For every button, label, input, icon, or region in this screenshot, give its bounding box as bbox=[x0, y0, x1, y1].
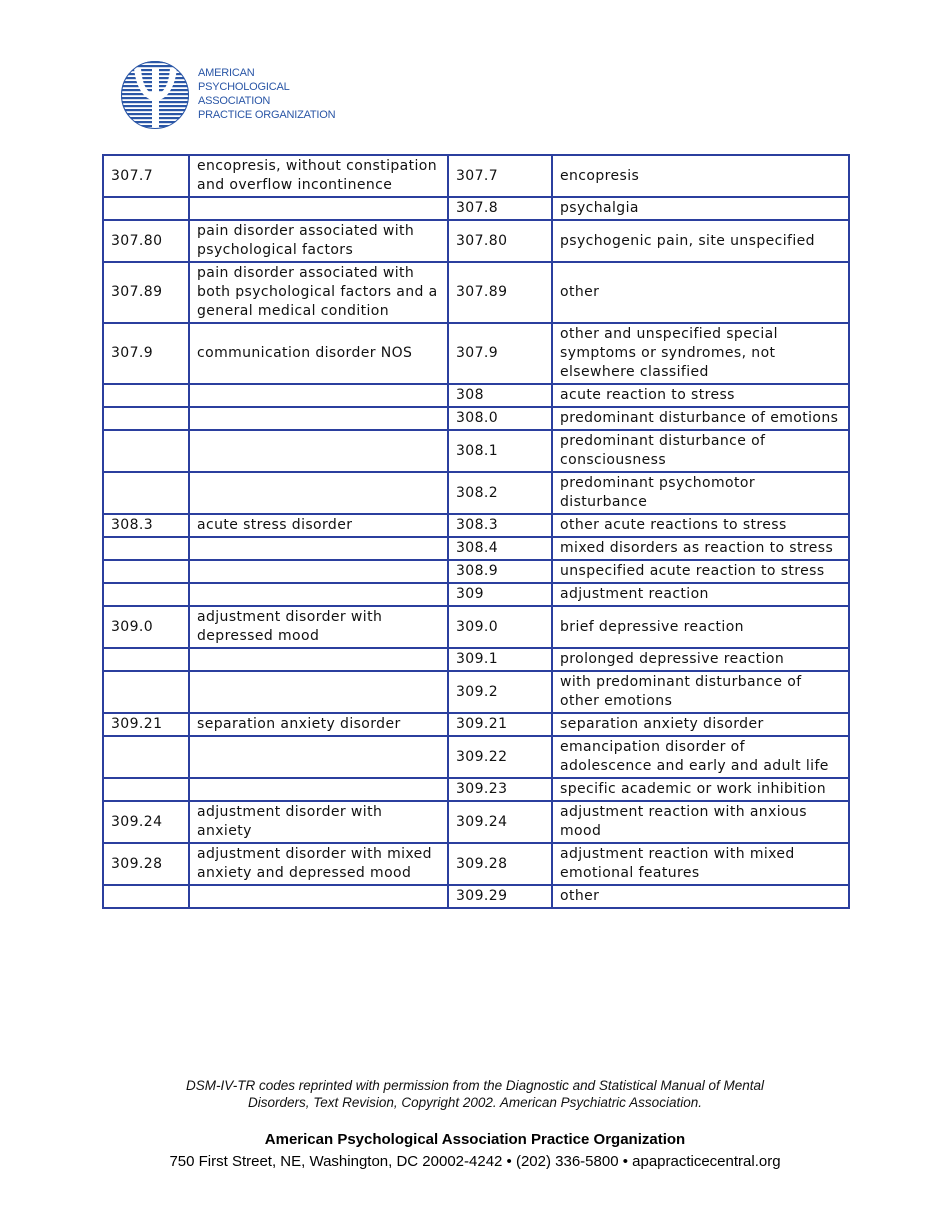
diagnostic-codes-table bbox=[102, 154, 850, 909]
icd-code-cell: 309.29 bbox=[448, 885, 552, 908]
icd-description-cell: adjustment reaction with mixed emotional features bbox=[552, 843, 849, 885]
dsm-description-cell: pain disorder associated with psychological factors bbox=[189, 220, 448, 262]
dsm-description-cell bbox=[189, 407, 448, 430]
icd-description-cell: adjustment reaction with anxious mood bbox=[552, 801, 849, 843]
dsm-description-cell: encopresis, without constipation and overflow incontinence bbox=[189, 155, 448, 197]
dsm-description-cell bbox=[189, 583, 448, 606]
table-row bbox=[103, 407, 849, 430]
icd-description-cell: psychogenic pain, site unspecified bbox=[552, 220, 849, 262]
icd-code-cell: 307.80 bbox=[448, 220, 552, 262]
icd-description-cell: other bbox=[552, 262, 849, 323]
icd-description-cell: adjustment reaction bbox=[552, 583, 849, 606]
icd-description-cell: acute reaction to stress bbox=[552, 384, 849, 407]
icd-code-cell: 308 bbox=[448, 384, 552, 407]
dsm-description-cell bbox=[189, 736, 448, 778]
footer-address: 750 First Street, NE, Washington, DC 20002-4242 • (202) 336-5800 • apapracticecentral.org bbox=[169, 1153, 781, 1170]
icd-description-cell: brief depressive reaction bbox=[552, 606, 849, 648]
dsm-description-cell bbox=[189, 384, 448, 407]
icd-description-cell: with predominant disturbance of other emotions bbox=[552, 671, 849, 713]
dsm-code-cell bbox=[103, 583, 189, 606]
table-row bbox=[103, 262, 849, 323]
table-row bbox=[103, 472, 849, 514]
logo-line-4: PRACTICE ORGANIZATION bbox=[198, 109, 336, 121]
table-row bbox=[103, 514, 849, 537]
dsm-description-cell bbox=[189, 560, 448, 583]
icd-description-cell: mixed disorders as reaction to stress bbox=[552, 537, 849, 560]
dsm-code-cell bbox=[103, 472, 189, 514]
icd-description-cell: emancipation disorder of adolescence and early and adult life bbox=[552, 736, 849, 778]
footer-org-name: American Psychological Association Practice Organization bbox=[264, 1131, 686, 1148]
dsm-code-cell: 307.9 bbox=[103, 323, 189, 384]
dsm-code-cell: 307.89 bbox=[103, 262, 189, 323]
dsm-description-cell: communication disorder NOS bbox=[189, 323, 448, 384]
icd-description-cell: separation anxiety disorder bbox=[552, 713, 849, 736]
dsm-code-cell: 309.24 bbox=[103, 801, 189, 843]
table-row bbox=[103, 885, 849, 908]
dsm-code-cell: 307.80 bbox=[103, 220, 189, 262]
icd-description-cell: other and unspecified special symptoms or syndromes, not elsewhere classified bbox=[552, 323, 849, 384]
icd-code-cell: 309 bbox=[448, 583, 552, 606]
table-row bbox=[103, 430, 849, 472]
icd-code-cell: 308.0 bbox=[448, 407, 552, 430]
dsm-description-cell bbox=[189, 778, 448, 801]
table-row bbox=[103, 155, 849, 197]
table-row bbox=[103, 583, 849, 606]
icd-code-cell: 308.2 bbox=[448, 472, 552, 514]
logo-line-3: ASSOCIATION bbox=[198, 95, 271, 107]
icd-code-cell: 309.24 bbox=[448, 801, 552, 843]
icd-code-cell: 309.28 bbox=[448, 843, 552, 885]
logo-wordmark bbox=[198, 66, 335, 122]
icd-description-cell: psychalgia bbox=[552, 197, 849, 220]
dsm-code-cell bbox=[103, 197, 189, 220]
caption-line-2: Disorders, Text Revision, Copyright 2002. American Psychiatric Association. bbox=[248, 1095, 702, 1110]
icd-description-cell: specific academic or work inhibition bbox=[552, 778, 849, 801]
table-row bbox=[103, 606, 849, 648]
dsm-description-cell: adjustment disorder with mixed anxiety and depressed mood bbox=[189, 843, 448, 885]
icd-code-cell: 307.7 bbox=[448, 155, 552, 197]
table-row bbox=[103, 197, 849, 220]
dsm-code-cell bbox=[103, 671, 189, 713]
table-row bbox=[103, 220, 849, 262]
icd-code-cell: 309.21 bbox=[448, 713, 552, 736]
icd-code-cell: 308.9 bbox=[448, 560, 552, 583]
table-row bbox=[103, 537, 849, 560]
dsm-code-cell bbox=[103, 537, 189, 560]
dsm-description-cell: pain disorder associated with both psychological factors and a general medical condition bbox=[189, 262, 448, 323]
dsm-code-cell: 308.3 bbox=[103, 514, 189, 537]
dsm-description-cell bbox=[189, 671, 448, 713]
dsm-description-cell: adjustment disorder with anxiety bbox=[189, 801, 448, 843]
dsm-description-cell bbox=[189, 430, 448, 472]
copyright-caption bbox=[102, 1077, 848, 1111]
icd-code-cell: 309.22 bbox=[448, 736, 552, 778]
dsm-description-cell bbox=[189, 648, 448, 671]
icd-description-cell: predominant disturbance of emotions bbox=[552, 407, 849, 430]
table-row bbox=[103, 801, 849, 843]
dsm-code-cell bbox=[103, 648, 189, 671]
icd-code-cell: 308.1 bbox=[448, 430, 552, 472]
dsm-code-cell: 309.21 bbox=[103, 713, 189, 736]
dsm-code-cell bbox=[103, 430, 189, 472]
icd-code-cell: 309.23 bbox=[448, 778, 552, 801]
icd-code-cell: 309.1 bbox=[448, 648, 552, 671]
icd-code-cell: 308.4 bbox=[448, 537, 552, 560]
icd-code-cell: 307.8 bbox=[448, 197, 552, 220]
icd-code-cell: 308.3 bbox=[448, 514, 552, 537]
dsm-code-cell: 309.0 bbox=[103, 606, 189, 648]
icd-code-cell: 307.9 bbox=[448, 323, 552, 384]
psi-emblem-icon bbox=[120, 58, 192, 132]
table-row bbox=[103, 323, 849, 384]
table-row bbox=[103, 671, 849, 713]
dsm-code-cell bbox=[103, 778, 189, 801]
icd-description-cell: prolonged depressive reaction bbox=[552, 648, 849, 671]
table-row bbox=[103, 778, 849, 801]
dsm-code-cell: 307.7 bbox=[103, 155, 189, 197]
dsm-description-cell bbox=[189, 537, 448, 560]
icd-description-cell: encopresis bbox=[552, 155, 849, 197]
dsm-code-cell bbox=[103, 384, 189, 407]
icd-code-cell: 309.2 bbox=[448, 671, 552, 713]
dsm-description-cell: adjustment disorder with depressed mood bbox=[189, 606, 448, 648]
table-row bbox=[103, 843, 849, 885]
codes-table-body bbox=[103, 155, 849, 908]
dsm-code-cell bbox=[103, 885, 189, 908]
icd-description-cell: other acute reactions to stress bbox=[552, 514, 849, 537]
dsm-description-cell bbox=[189, 885, 448, 908]
icd-description-cell: other bbox=[552, 885, 849, 908]
dsm-description-cell: separation anxiety disorder bbox=[189, 713, 448, 736]
logo-line-2: PSYCHOLOGICAL bbox=[198, 81, 290, 93]
dsm-code-cell: 309.28 bbox=[103, 843, 189, 885]
dsm-description-cell bbox=[189, 197, 448, 220]
apa-practice-logo bbox=[120, 58, 360, 134]
logo-line-1: AMERICAN bbox=[198, 67, 255, 79]
table-row bbox=[103, 384, 849, 407]
icd-code-cell: 309.0 bbox=[448, 606, 552, 648]
dsm-code-cell bbox=[103, 560, 189, 583]
table-row bbox=[103, 736, 849, 778]
dsm-description-cell: acute stress disorder bbox=[189, 514, 448, 537]
icd-description-cell: unspecified acute reaction to stress bbox=[552, 560, 849, 583]
dsm-description-cell bbox=[189, 472, 448, 514]
dsm-code-cell bbox=[103, 736, 189, 778]
table-row bbox=[103, 648, 849, 671]
table-row bbox=[103, 713, 849, 736]
icd-description-cell: predominant psychomotor disturbance bbox=[552, 472, 849, 514]
icd-code-cell: 307.89 bbox=[448, 262, 552, 323]
caption-line-1: DSM-IV-TR codes reprinted with permission from the Diagnostic and Statistical Manual of Mental bbox=[186, 1078, 764, 1093]
dsm-code-cell bbox=[103, 407, 189, 430]
table-row bbox=[103, 560, 849, 583]
icd-description-cell: predominant disturbance of consciousness bbox=[552, 430, 849, 472]
